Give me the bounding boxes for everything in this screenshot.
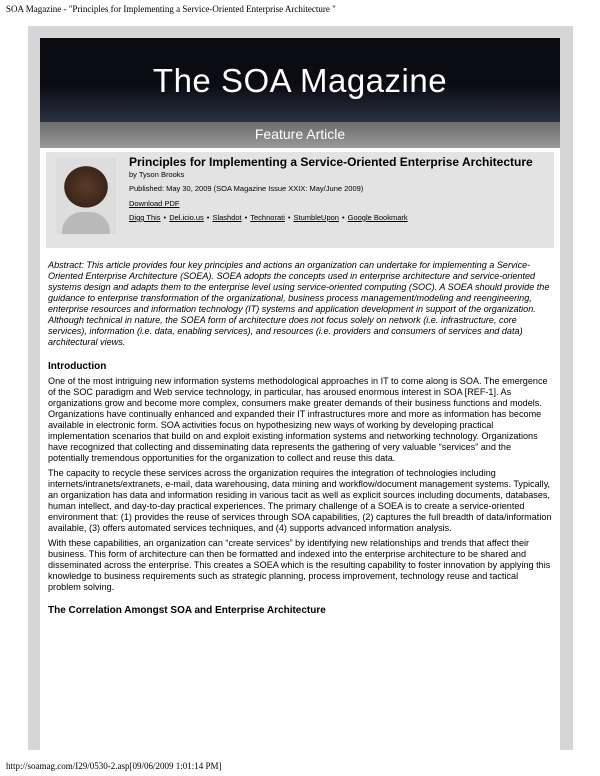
share-delicious-link[interactable]: Del.icio.us [169,213,204,222]
share-links [129,212,546,223]
section-heading-introduction: Introduction [48,361,107,372]
share-stumbleupon-link[interactable]: StumbleUpon [293,213,339,222]
article-byline: by Tyson Brooks [129,170,185,179]
article-title: Principles for Implementing a Service-Oriented Enterprise Architecture [129,155,533,169]
feature-article-bar [40,122,560,148]
share-separator: • [244,213,248,222]
print-footer-url: http://soamag.com/I29/0530-2.asp[09/06/2009 1:01:14 PM] [6,761,222,771]
share-digg-link[interactable]: Digg This [129,213,161,222]
article-page [40,38,560,750]
share-separator: • [163,213,167,222]
article-body [40,260,560,616]
download-pdf-link[interactable]: Download PDF [129,199,180,208]
intro-paragraph-3: With these capabilities, an organization can “create services” by identifying new relationships and trends that affect their business. This form of architecture can then be formatted and indexed into the enterprise architecture to be shared and disseminated across the enterprise. This creates a SOEA which is the resulting capability to foster innovation by applying this knowledge to business requirements such as strategic planning, process improvement, technology reuse and tactical problem solving. [48,538,551,592]
section-heading-correlation: The Correlation Amongst SOA and Enterprise Architecture [48,605,326,616]
share-separator: • [206,213,210,222]
article-abstract: Abstract: This article provides four key principles and actions an organization can undertake for implementing a Service-Oriented Enterprise Architecture (SOEA). SOEA adopts the concepts used in enterprise architecture and service-oriented systems design and adapts them to the enterprise level using service-oriented computing (SOC). A SOEA should provide the guidance to enterprise transformation of the organizational, business process management/modeling and reengineering, enterprise resources and information technology (IT) systems and application development in support of the organization. Although technical in nature, the SOEA form of architecture does not focus solely on network (i.e. infrastructure, core services), information (i.e. data, enabling services), and resources (i.e. providers and consumers of services and data) architectural views. [48,260,550,347]
share-google-bookmark-link[interactable]: Google Bookmark [347,213,408,222]
share-separator: • [341,213,345,222]
masthead-title: The SOA Magazine [152,62,448,99]
share-separator: • [287,213,291,222]
article-published: Published: May 30, 2009 (SOA Magazine Issue XXIX: May/June 2009) [129,184,364,193]
intro-paragraph-2: The capacity to recycle these services across the organization requires the integration of technologies including internets/intranets/extranets, e-mail, data warehousing, data mining and workflow/document management systems. Typically, an organization has data and information residing in various tacit as well as explicit sources including documents, databases, human intellect, and day-to-day practical experiences. The primary challenge of a SOEA is to create a service-oriented environment that: (1) provides the reuse of services through SOA capabilities, (2) captures the full breadth of data/information available, (3) offers automated services techniques, and (4) supports advanced information analysis. [48,468,552,533]
masthead-banner [40,38,560,122]
article-header-box [46,152,554,248]
feature-article-label: Feature Article [254,126,346,142]
intro-paragraph-1: One of the most intriguing new information systems methodological approaches in IT to come along is SOA. The emergence of the SOC paradigm and Web service technology, in particular, has aroused enormous interest in SOA [REF-1]. As organizations grow and become more complex, consumers make greater demands of their business functions and models. Organizations have continually enhanced and expanded their IT infrastructures more and more as information has become available in electronic form. SOA activities focus on hypothesizing new ways of working by developing practical implementation scenarios that build on and exploit existing information systems and networking technology. Organizations have recognized that collecting and disseminating data represents the gathering of very valuable “services” and the potentially tremendous opportunities for the organization to collect and reuse this data. [48,376,548,463]
share-slashdot-link[interactable]: Slashdot [212,213,242,222]
share-technorati-link[interactable]: Technorati [250,213,285,222]
print-header: SOA Magazine - "Principles for Implementing a Service-Oriented Enterprise Architecture " [6,4,336,14]
author-photo [56,158,116,234]
